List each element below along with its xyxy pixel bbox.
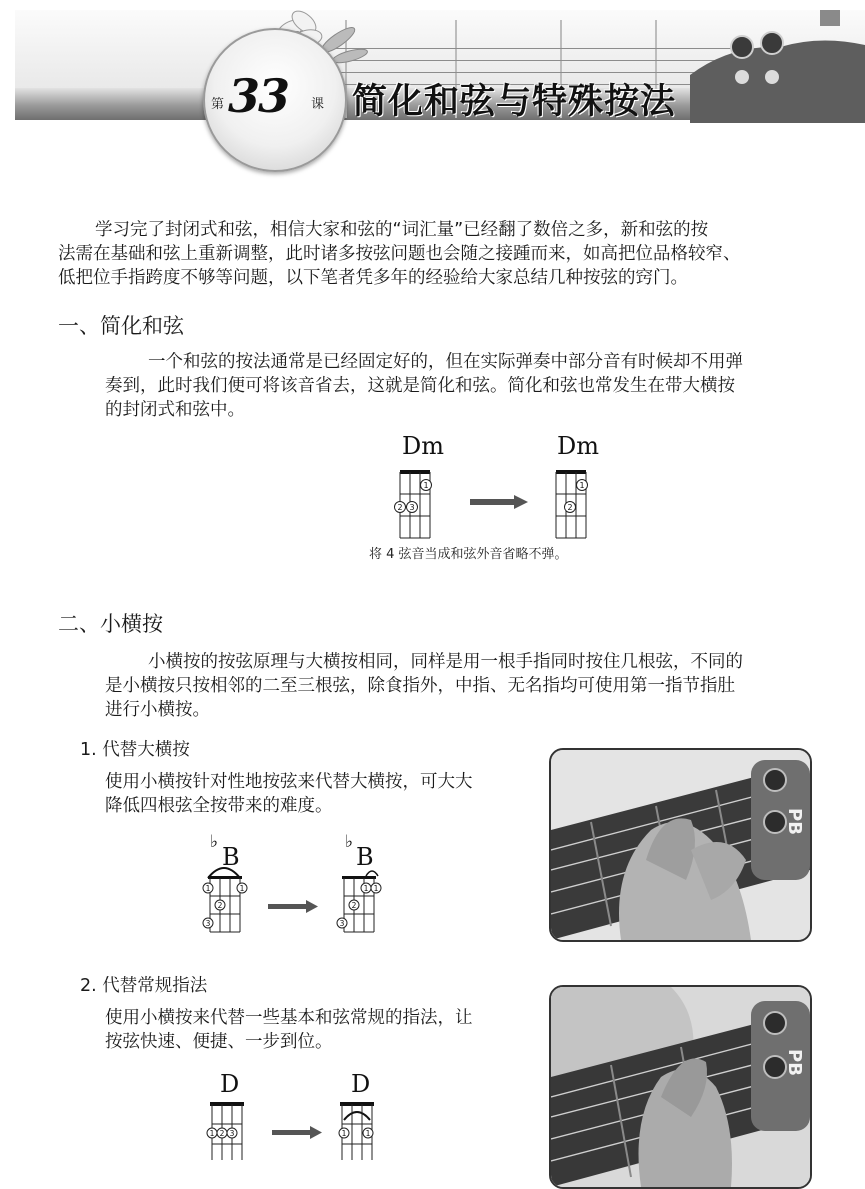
finger-number: 1 [341,1129,347,1138]
chord-diagram-bb-full-barre [198,862,258,934]
finger-number: 3 [229,1129,235,1138]
ukulele-headstock-graphic [690,5,865,123]
chord-diagram-bb-small-barre [332,862,392,934]
section-heading: 二、小横按 [58,612,163,636]
chord-name: Dm [402,432,444,460]
chord-name: D [351,1070,371,1098]
subsection-heading: 1. 代替大横按 [80,740,190,760]
subsection-text-line: 使用小横按来代替一些基本和弦常规的指法，让 [105,1008,473,1028]
flat-sign: ♭ [210,832,219,852]
chord-name: Dm [557,432,599,460]
lesson-prefix: 第 [211,97,225,112]
finger-number: 1 [205,884,211,893]
intro-line: 法需在基础和弦上重新调整，此时诸多按弦问题也会随之接踵而来，如高把位品格较窄、 [58,244,741,264]
chord-name: B [222,843,240,871]
ukulele-fretboard-hand-photo [551,750,810,940]
section-text-line: 是小横按只按相邻的二至三根弦，除食指外，中指、无名指均可使用第一指节指肚 [105,676,735,696]
finger-number: 3 [339,919,345,928]
finger-number: 2 [567,503,573,512]
chord-diagram-d-standard [200,1102,260,1162]
chord-name: B [356,843,374,871]
flat-sign: ♭ [345,832,354,852]
header-string [330,72,750,73]
lesson-header [0,0,865,175]
finger-number: 1 [373,884,379,893]
finger-number: 3 [409,503,415,512]
section-text-line: 的封闭式和弦中。 [105,400,245,420]
finger-number: 1 [423,481,429,490]
ukulele-fretboard-hand-photo [551,987,810,1187]
chord-name: D [220,1070,240,1098]
subsection-text-line: 降低四根弦全按带来的难度。 [105,796,333,816]
intro-line: 低把位手指跨度不够等问题，以下笔者凭多年的经验给大家总结几种按弦的窍门。 [58,268,688,288]
barre-photo-2 [549,985,812,1189]
finger-number: 1 [209,1129,215,1138]
intro-line: 学习完了封闭式和弦，相信大家和弦的“词汇量”已经翻了数倍之多，新和弦的按 [95,220,709,240]
finger-number: 2 [219,1129,225,1138]
chord-diagram-dm-simplified [546,470,606,542]
finger-number: 1 [579,481,585,490]
barre-photo-1 [549,748,812,942]
arrow-right-icon [268,900,318,913]
subsection-text-line: 按弦快速、便捷、一步到位。 [105,1032,333,1052]
arrow-right-icon [470,495,528,509]
lesson-suffix: 课 [311,97,325,112]
header-string [330,60,750,61]
finger-number: 1 [363,884,369,893]
subsection-heading: 2. 代替常规指法 [80,976,208,996]
section-text-line: 小横按的按弦原理与大横按相同，同样是用一根手指同时按住几根弦，不同的 [148,652,743,672]
finger-number: 2 [217,901,223,910]
chord-diagram-dm-full [390,470,450,542]
arrow-right-icon [272,1126,322,1139]
header-string [330,48,750,49]
finger-number: 1 [365,1129,371,1138]
lesson-number: 33 [228,69,289,123]
chord-caption: 将 4 弦音当成和弦外音省略不弹。 [369,547,568,562]
finger-number: 3 [205,919,211,928]
subsection-text-line: 使用小横按针对性地按弦来代替大横按，可大大 [105,772,473,792]
finger-number: 1 [239,884,245,893]
section-heading: 一、简化和弦 [58,314,184,338]
finger-number: 2 [351,901,357,910]
headstock-logo: PB [784,808,805,835]
section-text-line: 一个和弦的按法通常是已经固定好的，但在实际弹奏中部分音有时候却不用弹 [148,352,743,372]
headstock-logo: PB [784,1049,805,1076]
lesson-title: 简化和弦与特殊按法 [352,82,677,122]
section-text-line: 进行小横按。 [105,700,210,720]
finger-number: 2 [397,503,403,512]
chord-diagram-d-small-barre [330,1102,390,1162]
section-text-line: 奏到，此时我们便可将该音省去，这就是简化和弦。简化和弦也常发生在带大横按 [105,376,735,396]
